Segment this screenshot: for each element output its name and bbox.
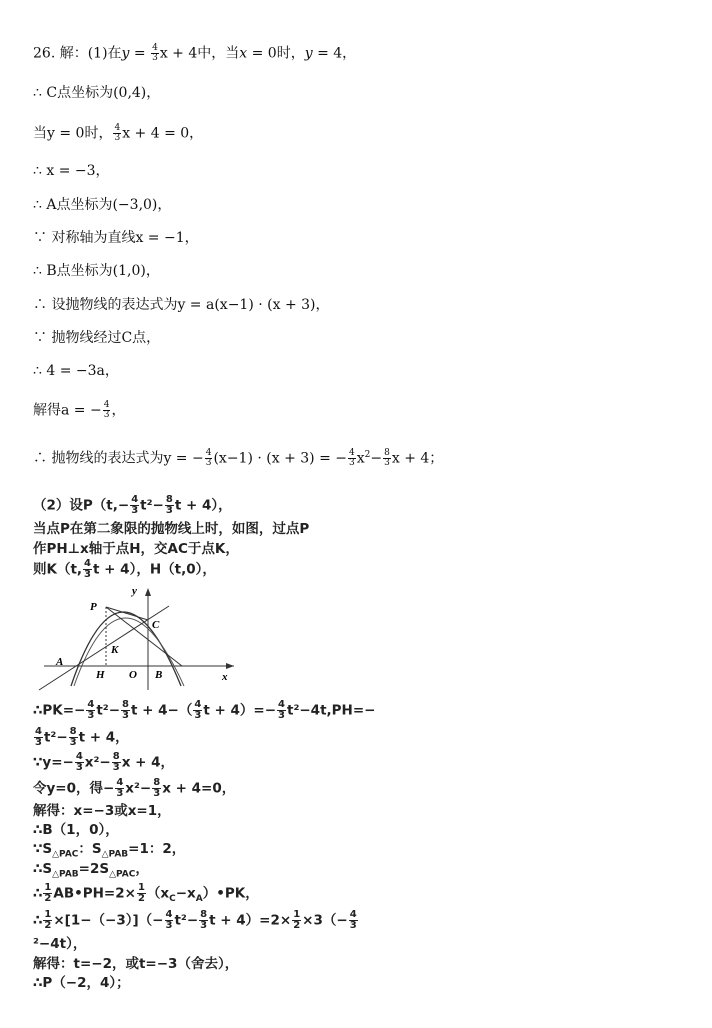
fraction: $\frac{4}{3}$ [114,123,121,143]
part2-line-17: ∴P（−2，4）； [33,975,130,991]
part2-line-16: 解得：t=−2，或t=−3（舍去）， [33,956,239,972]
part2-line-7: ∵y=− $\frac{4}{3}$ x²− $\frac{8}{3}$ x + 4， [33,751,175,773]
parabola-diagram [34,578,244,693]
solution-line-10: ∴ 4 = −3a， [33,363,119,379]
point-a-label: A [56,656,64,668]
fraction: $\frac{1}{2}$ [137,882,145,904]
part2-line-4: 则K（t, $\frac{4}{3}$ t + 4），H（t,0）， [33,558,216,580]
fraction: $\frac{1}{2}$ [44,882,52,904]
part2-line-1: （2）设P（t,− $\frac{4}{3}$ t²− $\frac{8}{3}$ t + 4）， [33,494,232,516]
solution-line-6: ∵ 对称轴为直线x = −1， [33,230,199,246]
fraction: $\frac{4}{3}$ [131,494,139,516]
solution-line-3: 当y = 0时， $\frac{4}{3}$ x + 4 = 0， [33,123,204,143]
part2-line-5: ∴PK=− $\frac{4}{3}$ t²− $\frac{8}{3}$ t + 4−（ $\frac{4}{3}$ t + 4）=− $\frac{4}{3}$ t²−4t,PH=− [33,699,376,721]
solution-line-9: ∵ 抛物线经过C点， [33,330,161,346]
point-c-label: C [152,619,160,631]
fraction: $\frac{4}{3}$ [87,699,95,721]
x-axis-arrow [226,663,234,669]
part2-line-8: 令y=0，得− $\frac{4}{3}$ x²− $\frac{8}{3}$ x + 4=0， [33,777,236,799]
fraction: $\frac{4}{3}$ [84,558,92,580]
point-p-label: P [90,601,97,613]
fraction: $\frac{4}{3}$ [75,751,83,773]
solution-line-11: 解得a = − $\frac{4}{3}$ ， [33,400,126,420]
solution-line-4: ∴ x = −3， [33,163,110,179]
fraction: $\frac{8}{3}$ [153,777,161,799]
part2-line-3: 作PH⊥x轴于点H，交AC于点K， [33,541,239,557]
fraction: $\frac{4}{3}$ [194,699,202,721]
part2-line-15: ²−4t）， [33,936,87,952]
fraction: $\frac{8}{3}$ [122,699,129,721]
fraction: $\frac{4}{3}$ [152,43,158,63]
fraction: $\frac{8}{3}$ [112,751,120,773]
fraction: $\frac{8}{3}$ [200,909,208,931]
solution-line-8: ∴ 设抛物线的表达式为y = a(x−1) · (x + 3)， [33,297,330,313]
fraction: $\frac{4}{3}$ [278,699,285,721]
fraction: $\frac{4}{3}$ [205,448,212,469]
fraction: $\frac{4}{3}$ [103,400,110,420]
fraction: $\frac{8}{3}$ [69,726,77,748]
fraction: $\frac{8}{3}$ [384,448,390,469]
x-axis-label: x [222,671,228,683]
fraction: $\frac{1}{2}$ [44,909,52,931]
solution-line-5: ∴ A点坐标为(−3,0)， [33,197,172,213]
part2-line-2: 当点P在第二象限的抛物线上时，如图，过点P [33,521,310,537]
fraction: $\frac{4}{3}$ [116,777,124,799]
part2-line-14: ∴ $\frac{1}{2}$ ×[1−（−3）]（− $\frac{4}{3}$ t²− $\frac{8}{3}$ t + 4）=2× $\frac{1}{2}$ ×3（− $\frac{4}{3}$ [33,909,357,931]
part2-line-13: ∴ $\frac{1}{2}$ AB•PH=2× $\frac{1}{2}$ $(x_C-x_A)•PK$， [33,882,259,905]
point-h-label: H [96,669,105,681]
origin-label: O [129,669,137,681]
solution-line-12: ∴ 抛物线的表达式为y = − $\frac{4}{3}$ (x−1) · (x + 3) = − $\frac{4}{3}$ $x^2-$ $\frac{8}{3}$ x + 4； [33,448,444,469]
solution-line-7: ∴ B点坐标为(1,0)， [33,263,160,279]
fraction: $\frac{8}{3}$ [165,494,173,516]
y-axis-arrow [145,588,151,596]
fraction: $\frac{4}{3}$ [35,726,42,748]
y-axis-label: y [132,585,137,597]
fraction: $\frac{1}{2}$ [293,909,301,931]
part2-line-9: 解得：x=−3或x=1， [33,803,171,819]
fraction: $\frac{4}{3}$ [349,909,357,931]
fraction: $\frac{4}{3}$ [349,448,355,469]
part2-line-10: ∴B（1，0）， [33,822,119,838]
solution-line-1: 26. 解：(1)在y = $\frac{4}{3}$ x + 4中，当x = 0时，y = 4， [33,43,357,63]
part2-line-12: $\therefore S_{\triangle PAB}=2S_{\triangle PAC}$， [33,861,149,880]
point-k-label: K [111,644,119,656]
solution-line-2: ∴ C点坐标为(0,4)， [33,85,161,101]
line-pb [106,607,182,666]
part2-line-11: $\because S_{\triangle PAC}$：$S_{\triangle PAB}=1$：2， [33,841,186,860]
fraction: $\frac{4}{3}$ [165,909,173,931]
part2-line-6: $\frac{4}{3}$ t²− $\frac{8}{3}$ t + 4， [35,726,129,748]
point-b-label: B [155,669,163,681]
